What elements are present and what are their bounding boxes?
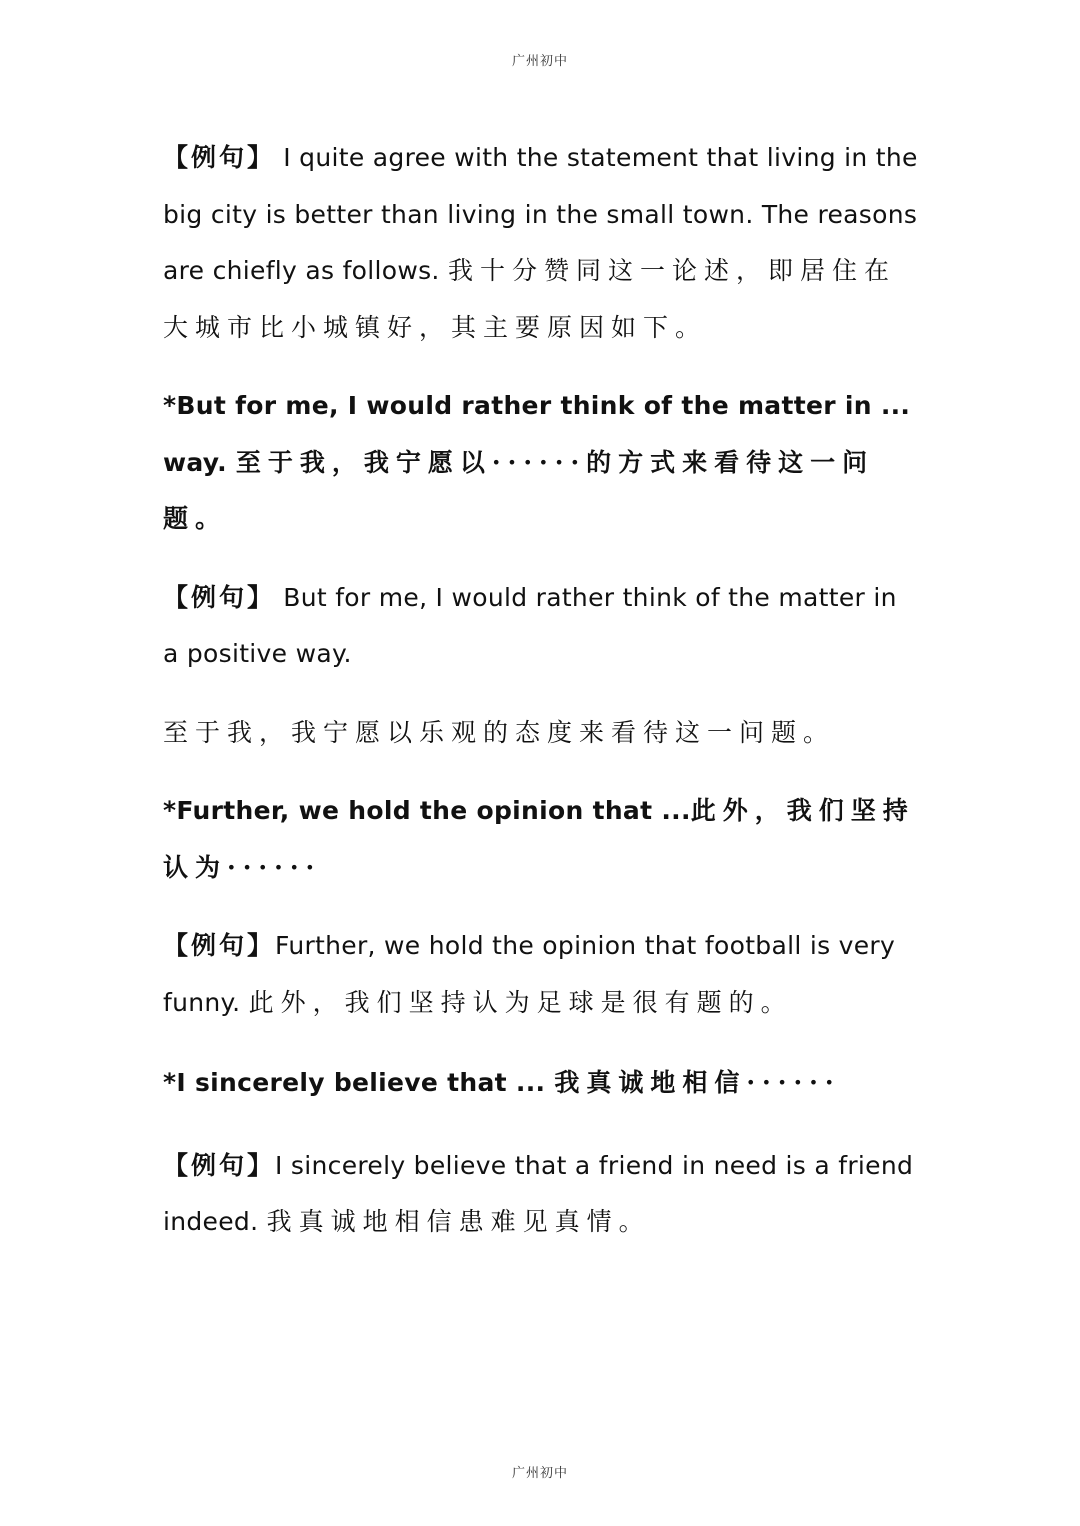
- example-sentence-1: [163, 130, 918, 356]
- page-header: 广州初中: [511, 54, 568, 69]
- example-english: But for me, I would rather think of the matter in a positive way.: [163, 582, 897, 668]
- example-sentence-4: [163, 1138, 918, 1251]
- example-english: Further, we hold the opinion that football is very funny.: [163, 931, 896, 1017]
- phrase-english: *I sincerely believe that ...: [163, 1068, 546, 1097]
- example-chinese: 此外，我们坚持认为足球是很有题的。: [248, 987, 793, 1017]
- phrase-english: *Further, we hold the opinion that ...: [163, 796, 691, 825]
- phrase-chinese: 至于我，我宁愿以······的方式来看待这一问题。: [163, 447, 875, 533]
- example-english: I quite agree with the statement that living in the big city is better than living in the small town. The reasons are chiefly as follows.: [163, 143, 918, 285]
- example-tag: 【例句】: [163, 143, 276, 172]
- phrase-heading-3: [163, 1055, 918, 1112]
- example-sentence-2: [163, 570, 918, 683]
- example-english: I sincerely believe that a friend in need is a friend indeed.: [163, 1150, 914, 1236]
- phrase-heading-2: [163, 783, 918, 896]
- phrase-chinese: 我真诚地相信······: [554, 1068, 841, 1097]
- document-body: [163, 130, 918, 1251]
- phrase-heading-1: [163, 378, 918, 548]
- example-tag: 【例句】: [163, 1150, 276, 1180]
- phrase-english: *But for me, I would rather think of the matter in ... way.: [163, 391, 911, 477]
- example-tag: 【例句】: [163, 582, 276, 612]
- example-sentence-3: [163, 918, 918, 1031]
- phrase-chinese: 此外，我们坚持认为······: [163, 796, 915, 882]
- example-tag: 【例句】: [163, 931, 276, 960]
- example-sentence-2-translation: [163, 705, 918, 762]
- example-chinese: 我真诚地相信患难见真情。: [266, 1207, 651, 1236]
- example-chinese: 我十分赞同这一论述，即居住在大城市比小城镇好，其主要原因如下。: [163, 256, 896, 342]
- page-footer: 广州初中: [511, 1466, 568, 1481]
- example-chinese: 至于我，我宁愿以乐观的态度来看待这一问题。: [163, 717, 836, 747]
